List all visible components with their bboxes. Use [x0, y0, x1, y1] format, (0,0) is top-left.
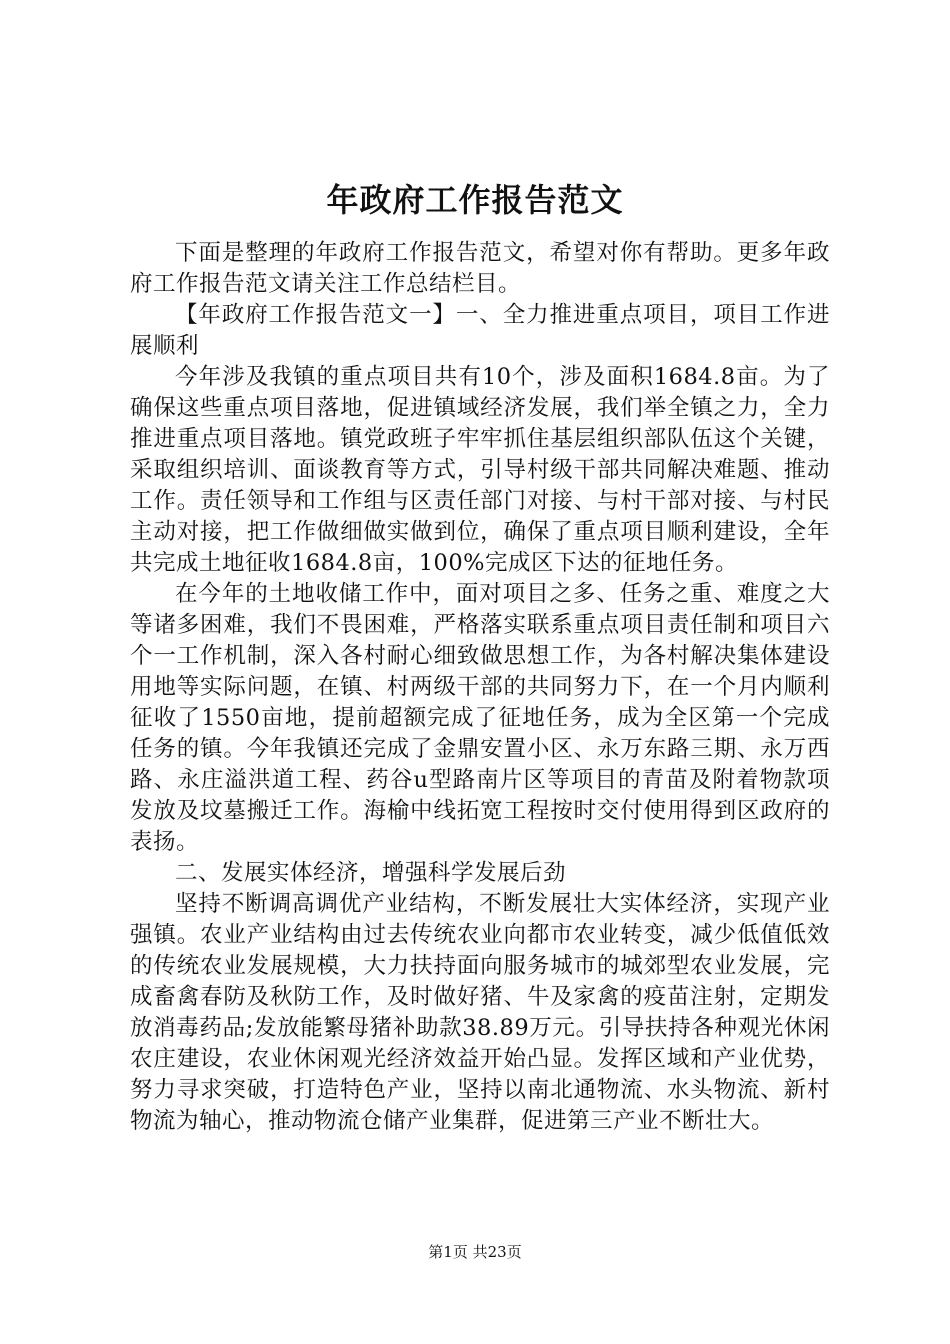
- paragraph-intro: 下面是整理的年政府工作报告范文，希望对你有帮助。更多年政府工作报告范文请关注工作总结栏目。: [130, 240, 830, 297]
- document-title: 年政府工作报告范文: [326, 181, 624, 219]
- page-number-footer: 第1页 共23页: [428, 1243, 522, 1261]
- paragraph-section-two-heading: 二、发展实体经济，增强科学发展后劲: [175, 860, 567, 886]
- document-body: [130, 238, 830, 1137]
- paragraph-key-projects: 今年涉及我镇的重点项目共有10个，涉及面积1684.8亩。为了确保这些重点项目落地，促进镇域经济发展，我们举全镇之力，全力推进重点项目落地。镇党政班子牢牢抓住基层组织部队伍这个关键，采取组织培训、面谈教育等方式，引导村级干部共同解决难题、推动工作。责任领导和工作组与区责任部门对接、与村干部对接、与村民主动对接，把工作做细做实做到位，确保了重点项目顺利建设，全年共完成土地征收1684.8亩，100%完成区下达的征地任务。: [130, 364, 830, 576]
- paragraph-section-one-heading: 【年政府工作报告范文一】一、全力推进重点项目，项目工作进展顺利: [130, 302, 830, 359]
- paragraph-land-storage: 在今年的土地收储工作中，面对项目之多、任务之重、难度之大等诸多困难，我们不畏困难，严格落实联系重点项目责任制和项目六个一工作机制，深入各村耐心细致做思想工作，为各村解决集体建设用地等实际问题，在镇、村两级干部的共同努力下，在一个月内顺利征收了1550亩地，提前超额完成了征地任务，成为全区第一个完成任务的镇。今年我镇还完成了金鼎安置小区、永万东路三期、永万西路、永庄溢洪道工程、药谷u型路南片区等项目的青苗及附着物款项发放及坟墓搬迁工作。海榆中线拓宽工程按时交付使用得到区政府的表扬。: [130, 581, 830, 855]
- paragraph-industry: 坚持不断调高调优产业结构，不断发展壮大实体经济，实现产业强镇。农业产业结构由过去传统农业向都市农业转变，减少低值低效的传统农业发展规模，大力扶持面向服务城市的城郊型农业发展，完成畜禽春防及秋防工作，及时做好猪、牛及家禽的疫苗注射，定期发放消毒药品;发放能繁母猪补助款38.89万元。引导扶持各种观光休闲农庄建设，农业休闲观光经济效益开始凸显。发挥区域和产业优势，努力寻求突破，打造特色产业，坚持以南北通物流、水头物流、新村物流为轴心，推动物流仓储产业集群，促进第三产业不断壮大。: [130, 891, 830, 1134]
